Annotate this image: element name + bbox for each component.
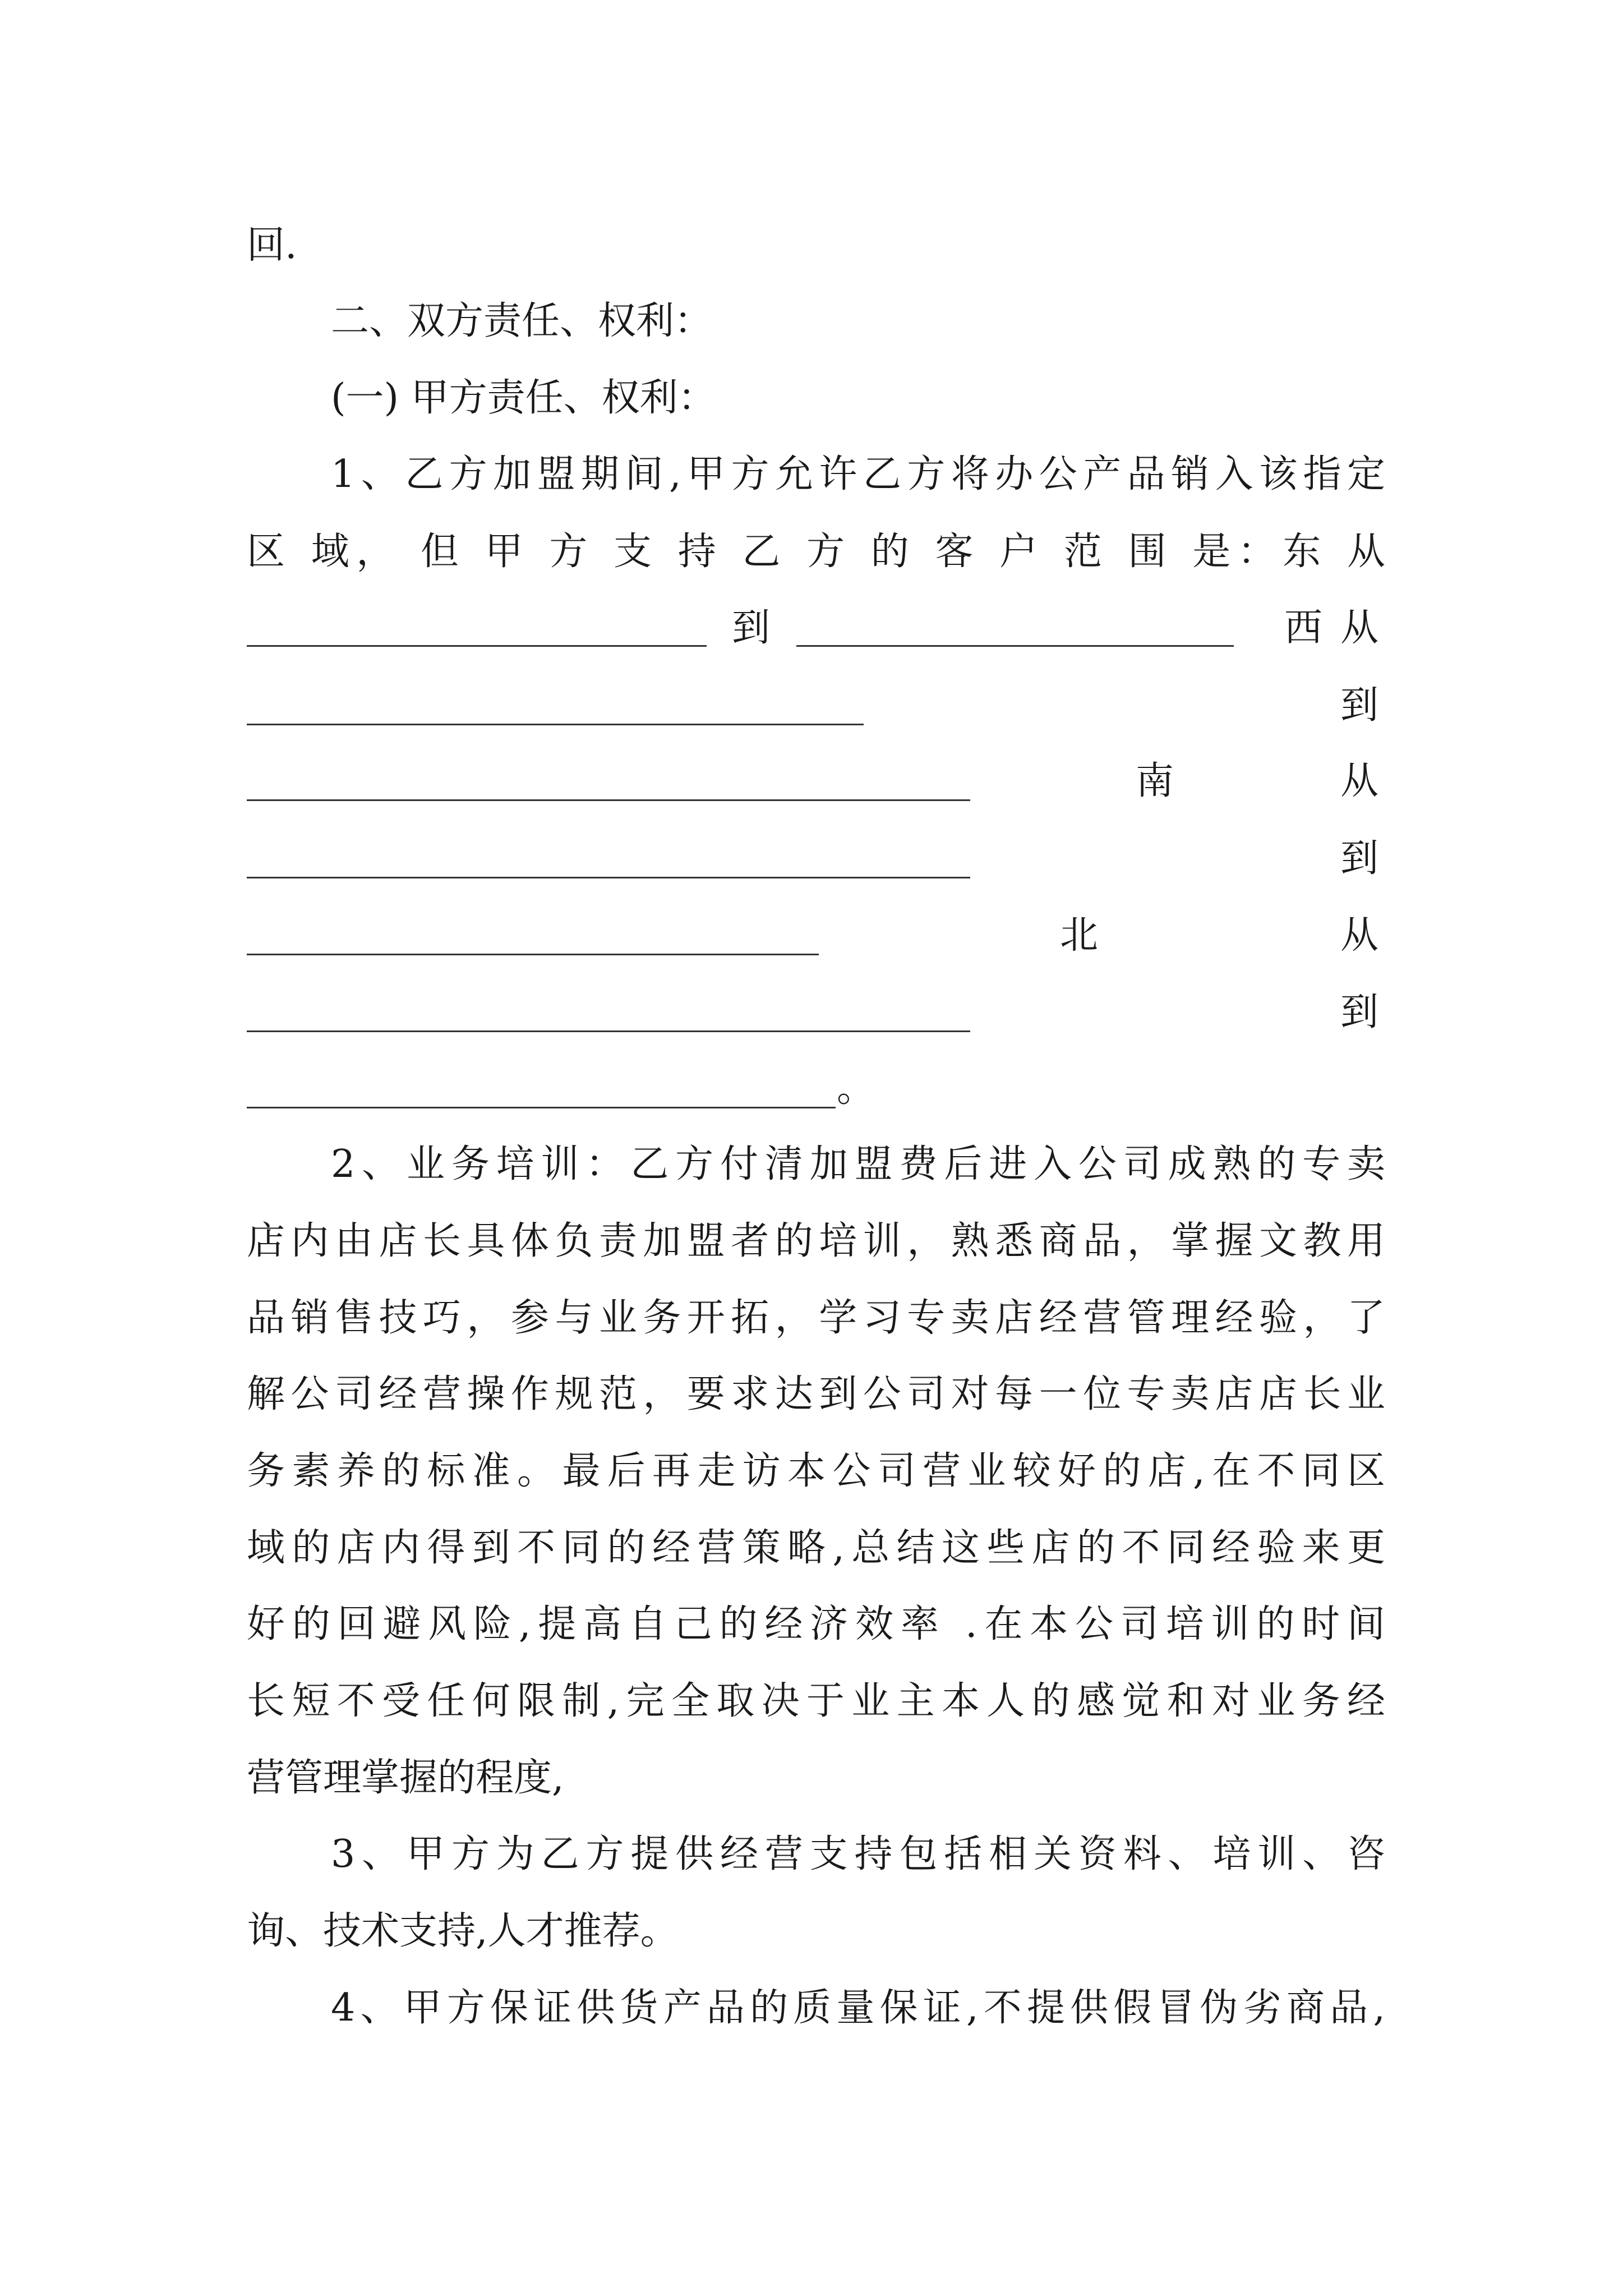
blank-label-west: 西 <box>1284 606 1323 650</box>
blank-line <box>247 724 864 725</box>
blank-line <box>247 954 819 955</box>
paragraph-line: 回. <box>247 223 297 268</box>
paragraph-line: 务素养的标准。最后再走访本公司营业较好的店,在不同区 <box>247 1449 1385 1493</box>
blank-label-from: 从 <box>1340 759 1379 803</box>
paragraph-line: 4、甲方保证供货产品的质量保证,不提供假冒伪劣商品, <box>331 1986 1385 2030</box>
paragraph-line: 区 域， 但 甲 方 支 持 乙 方 的 客 户 范 围 是：东 从 <box>247 530 1385 574</box>
blank-label-to: 到 <box>1340 836 1379 881</box>
paragraph-line: 2、业务培训：乙方付清加盟费后进入公司成熟的专卖 <box>331 1142 1385 1186</box>
blank-line <box>247 877 970 878</box>
paragraph-line: 询、技术支持,人才推荐。 <box>247 1909 679 1953</box>
blank-label-south: 南 <box>1136 759 1174 803</box>
paragraph-line: 品销售技巧，参与业务开拓，学习专卖店经营管理经验，了 <box>247 1296 1385 1340</box>
subsection-heading: (一) 甲方责任、权利： <box>331 376 716 420</box>
blank-line <box>247 645 707 647</box>
paragraph-line: 营管理掌握的程度, <box>247 1756 564 1800</box>
section-heading: 二、双方责任、权利： <box>331 299 713 343</box>
blank-line <box>247 1030 970 1032</box>
blank-label-to: 到 <box>1340 683 1379 728</box>
blank-line <box>247 1107 836 1108</box>
blank-label-north: 北 <box>1060 913 1099 958</box>
paragraph-line: 长短不受任何限制,完全取决于业主本人的感觉和对业务经 <box>247 1679 1385 1723</box>
blank-label-from: 从 <box>1340 606 1379 650</box>
paragraph-line: 店内由店长具体负责加盟者的培训，熟悉商品，掌握文教用 <box>247 1219 1385 1263</box>
paragraph-line: 解公司经营操作规范，要求达到公司对每一位专卖店店长业 <box>247 1372 1385 1416</box>
paragraph-line: 好的回避风险,提高自己的经济效率 .在本公司培训的时间 <box>247 1602 1385 1646</box>
blank-label-from: 从 <box>1340 913 1379 958</box>
blank-label-to: 到 <box>1340 990 1379 1034</box>
blank-line <box>247 799 970 801</box>
blank-label-to: 到 <box>732 606 771 650</box>
blank-line <box>796 645 1234 647</box>
paragraph-line: 域的店内得到不同的经营策略,总结这些店的不同经验来更 <box>247 1526 1385 1570</box>
blank-end-mark: 。 <box>837 1066 875 1111</box>
paragraph-line: 1、乙方加盟期间,甲方允许乙方将办公产品销入该指定 <box>331 452 1385 496</box>
paragraph-line: 3、甲方为乙方提供经营支持包括相关资料、培训、咨 <box>331 1832 1385 1876</box>
